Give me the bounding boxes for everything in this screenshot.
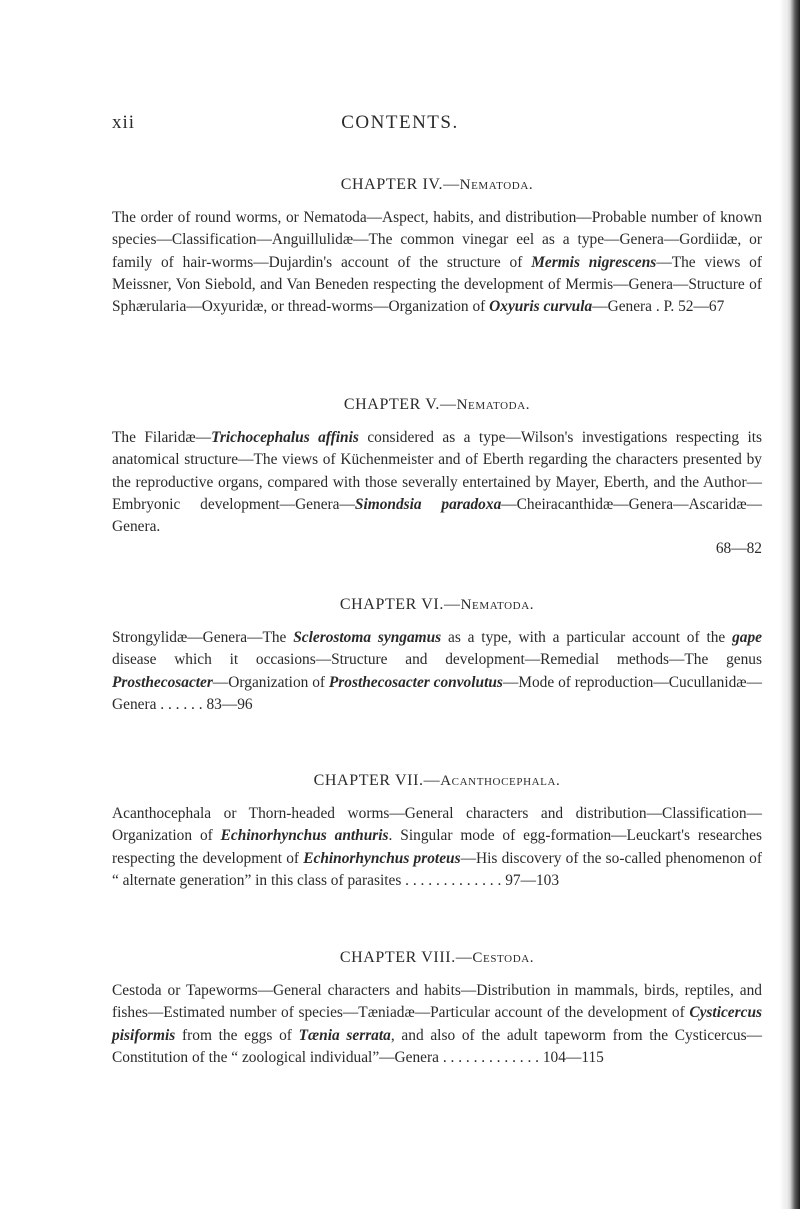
taxon-name: Trichocephalus affinis <box>211 429 359 446</box>
chapter-heading: CHAPTER VII.—Acanthocephala. <box>313 772 561 789</box>
taxon-name: Mermis nigrescens <box>531 253 657 271</box>
chapter-heading: CHAPTER V.—Nematoda. <box>343 396 531 413</box>
chapter-vii-entry <box>112 772 762 892</box>
taxon-name: Sclerostoma syngamus <box>293 629 442 646</box>
chapter-summary: The Filaridæ—Trichocephalus affinis considered as a type—Wilson's investigations respecting its anatomical structure—The views of Küchenmeister and of Eberth regarding the characters presented by the reproductive organs, compared with those severally entertained by Mayer, Eberth, and the Author—Embryonic development—Genera—Simondsia paradoxa—Cheiracanthidæ—Genera—Ascaridæ—Genera. 68—82 <box>112 427 762 561</box>
page-title: CONTENTS. <box>341 112 459 133</box>
taxon-name: Oxyuris curvula <box>489 298 593 316</box>
running-head <box>0 112 800 136</box>
chapter-heading: CHAPTER IV.—Nematoda. <box>340 176 534 193</box>
chapter-heading: CHAPTER VI.—Nematoda. <box>339 596 535 613</box>
page-range: 68—82 <box>715 540 762 558</box>
taxon-name: Cysticercus pisiformis <box>112 1004 762 1044</box>
chapter-summary: Cestoda or Tapeworms—General characters and habits—Distribution in mammals, birds, reptiles, and fishes—Estimated number of species—Tæniadæ—Particular account of the development of Cysticercus pisiformis from the eggs of Tænia serrata, and also of the adult tapeworm from the Cysticercus—Constitution of the “ zoological individual”—Genera . . . . . . . . . . . . . 104—115 <box>112 982 762 1066</box>
page-number: xii <box>112 112 136 133</box>
chapter-summary: Acanthocephala or Thorn-headed worms—General characters and distribution—Classification—Organization of Echinorhynchus anthuris. Singular mode of egg-formation—Leuckart's researches respecting the development of Echinorhynchus proteus—His discovery of the so-called phenomenon of “ alternate generation” in this class of parasites . . . . . . . . . . . . . 97—103 <box>112 805 762 889</box>
chapter-vi-entry <box>112 596 762 716</box>
taxon-name: Prosthecosacter convolutus <box>328 673 503 691</box>
chapter-viii-entry <box>112 949 762 1069</box>
taxon-name: Echinorhynchus proteus <box>303 849 461 867</box>
chapter-summary: The order of round worms, or Nematoda—Aspect, habits, and distribution—Probable number of known species—Classification—Anguillulidæ—The common vinegar eel as a type—Genera—Gordiidæ, or family of hair-worms—Dujardin's account of the structure of Mermis nigrescens—The views of Meissner, Von Siebold, and Van Beneden respecting the development of Mermis—Genera—Structure of Sphærularia—Oxyuridæ, or thread-worms—Organization of Oxyuris curvula—Genera . P. 52—67 <box>112 209 762 316</box>
taxon-name: Prosthecosacter <box>112 673 213 691</box>
taxon-name: Echinorhynchus anthuris <box>220 827 389 845</box>
chapter-heading: CHAPTER VIII.—Cestoda. <box>339 949 535 966</box>
taxon-name: Simondsia paradoxa <box>354 495 502 513</box>
chapter-v-entry <box>112 396 762 561</box>
chapter-iv-entry <box>112 176 762 318</box>
book-spine-edge <box>786 0 800 1209</box>
chapter-summary: Strongylidæ—Genera—The Sclerostoma syngamus as a type, with a particular account of the gape disease which it occasions—Structure and development—Remedial methods—The genus Prosthecosacter—Organization of Prosthecosacter convolutus—Mode of reproduction—Cucullanidæ—Genera . . . . . . 83—96 <box>112 629 763 713</box>
disease-name: gape <box>732 629 763 646</box>
page-range: —Genera . P. 52—67 <box>592 298 725 316</box>
taxon-name: Tænia serrata <box>298 1026 391 1044</box>
